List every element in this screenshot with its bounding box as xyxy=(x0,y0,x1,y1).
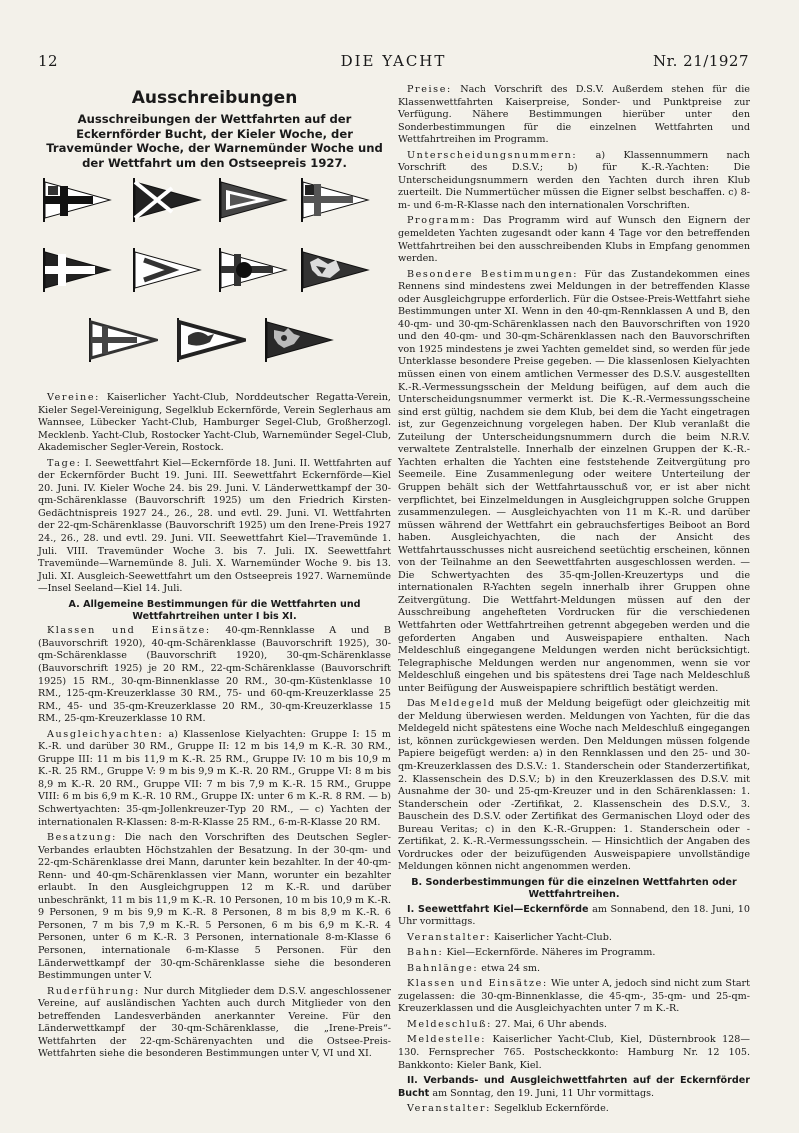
page-number: 12 xyxy=(38,52,59,70)
besatzung-paragraph xyxy=(38,832,391,983)
preise-paragraph xyxy=(398,84,750,147)
section-b-heading: B. Sonderbestimmungen für die einzelnen Wettfahrten oder Wettfahrtreihen. xyxy=(411,876,737,901)
s1-klassen-paragraph xyxy=(398,978,750,1016)
s1-veranstalter-label: Veranstalter: xyxy=(407,931,491,943)
programm-text: Das Programm wird auf Wunsch den Eignern der gemeldeten Yachten zugesandt oder kann 4 Tage vor den betreffenden Wettfahrtreihen bei den ausschreibenden Klubs in Empfang genommen werden. xyxy=(398,215,750,265)
s1-meldestelle-label: Meldestelle: xyxy=(407,1034,487,1046)
club-burgees xyxy=(38,178,391,384)
besondere-text: Für das Zustandekommen eines Rennens sind mindestens zwei Meldungen in der betreffenden Klasse oder Ausgleichgruppe erforderlich. Für die Ostsee-Preis-Wettfahrt siehe Bestimmungen unter XI. Wenn in den 40-qm-Rennklassen A und B, den 40-qm- und 30-qm-Schärenklassen nach den Bauvorschriften von 1920 und den 40-qm- und 30-qm-Schärenklassen nach den Bauvorschriften von 1925 mindestens je zwei Yachten gemeldet sind, so werden für jede Unterklasse besondere Preise gegeben. — Die klassenlosen Kielyachten müssen einen von einem amtlichen Vermesser des D.S.V. ausgestellten K.-R.-Vermessungsschein der Meldung beifügen, auf dem auch die Unterscheidungsnummer vermerkt ist. Die K.-R.-Vermessungsscheine sind erst gültig, nachdem sie dem Klub, bei dem die Yacht eingetragen ist, zur Gegenzeichnung vorgelegen haben. Der Klub veranlaßt die Zuteilung der Unterscheidungsnummern durch die beim N.R.V. verwaltete Zentralstelle. Innerhalb der einzelnen Gruppen der K.-R.-Yachten erhalten die Yachten eine feststehende Zeitvergütung pro Seemeile. Eine Zusammenlegung oder weitere Unterteilung der Gruppen behält sich der Wettfahrtausschuß vor, er ist aber nicht verpflichtet, bei Einzelmeldungen in Ausgleichgruppen solche Gruppen zusammenzulegen. — Ausgleichyachten von 11 m K.-R. und darüber müssen während der Wettfahrt ein gebrauchsfertiges Beiboot an Bord haben. Ausgleichyachten, die nach der Ansicht des Wettfahrtausschusses nicht ausreichend seetüchtig erscheinen, können von der Teilnahme an den Seewettfahrten ausgeschlossen werden. — Die Schwertyachten des 35-qm-Jollen-Kreuzertyps und die internationalen R-Yachten segeln innerhalb ihrer Gruppen ohne Zeitvergütung. Die Wettfahrt-Meldungen müssen auf den der Ausschreibung angehefteten Vordrucken für die verschiedenen Wettfahrten oder Wettfahrtreihen getrennt abgegeben werden und die geforderten Angaben und Ausweispapiere enthalten. Nach Meldeschluß eingegangene Meldungen werden nicht berücksichtigt. Telegraphische Meldungen werden nur angenommen, wenn sie vor Meldeschluß eingehen und bis spätestens drei Tage nach Meldeschluß unter Beifügung der Ausweispapiere schriftlich bestätigt werden. xyxy=(398,268,750,694)
s1-meldeschluss-label: Meldeschluß: xyxy=(407,1018,492,1030)
meldegeld-text: muß der Meldung beigefügt oder gleichzeitig mit der Meldung überwiesen werden. Meldungen von Yachten, für die das Meldegeld nicht spätestens eine Woche nach Meldeschluß eingegangen ist, können zurückgewiesen werden. Den Meldungen müssen folgende Papiere beigefügt werden: a) in den Rennklassen und den 25- und 30-qm-Kreuzerklassen des D.S.V.: 1. Standerschein oder Standerzertifikat, 2. Klassenschein des D.S.V.; b) in den Kreuzerklassen des D.S.V. mit Ausnahme der 30- und 25-qm-Kreuzer und in den Schärenklassen: 1. Standerschein oder -Zertifikat, 2. Klassenschein des D.S.V., 3. Bauschein des D.S.V. oder Zertifikat des Germanischen Lloyd oder des Bureau Veritas; c) in den K.-R.-Gruppen: 1. Standerschein oder -Zertifikat, 2. K.-R.-Vermessungsschein. — Hinsichtlich der Angaben des Vordruckes oder der beizufügenden Ausweispapiere unvollständige Meldungen können nicht angenommen werden. xyxy=(398,698,750,873)
s2-veranstalter-text: Segelklub Eckernförde. xyxy=(494,1103,609,1115)
besondere-label: Besondere Bestimmungen: xyxy=(407,268,579,280)
s1-bahn-label: Bahn: xyxy=(407,947,444,959)
s1-bahn-paragraph xyxy=(398,947,750,960)
burgee-1 xyxy=(42,178,112,222)
burgee-6 xyxy=(132,248,202,292)
ausgleich-text: a) Klassenlose Kielyachten: Gruppe I: 15 m K.-R. und darüber 30 RM., Gruppe II: 12 m bis 14,9 m K.-R. 30 RM., Gruppe III: 11 m bis 11,9 m K.-R. 25 RM., Gruppe IV: 10 m bis 10,9 m K.-R. 25 RM., Gruppe V: 9 m bis 9,9 m K.-R. 20 RM., Gruppe VI: 8 m bis 8,9 m K.-R. 20 RM., Gruppe VII: 7 m bis 7,9 m K.-R. 15 RM., Gruppe VIII: 6 m bis 6,9 m K.-R. 10 RM., Gruppe IX: unter 6 m K.-R. 8 RM. — b) Schwertyachten: 35-qm-Jollenkreuzer-Typ 20 RM., — c) Yachten der internationalen R-Klassen: 8-m-R-Klasse 25 RM., 6-m-R-Klasse 20 RM. xyxy=(38,728,391,828)
burgee-5 xyxy=(42,248,112,292)
klassen-text: 40-qm-Rennklasse A und B (Bauvorschrift 1920), 40-qm-Schärenklasse (Bauvorschrift 1925), 30-qm-Schärenklasse (Bauvorschrift 1920), 30-qm-Schärenklasse (Bauvorschrift 1925) je 20 RM., 22-qm-Schärenklasse (Bauvorschrift 1925) 15 RM., 30-qm-Binnenklasse 20 RM., 30-qm-Küstenklasse 10 RM., 125-qm-Kreuzerklasse 30 RM., 75- und 60-qm-Kreuzerklasse 25 RM., 45- und 35-qm-Kreuzerklasse 20 RM., 30-qm-Kreuzerklasse 15 RM., 25-qm-Kreuzerklasse 10 RM. xyxy=(38,625,391,725)
section-a-heading: A. Allgemeine Bestimmungen für die Wettfahrten und Wettfahrtreihen unter I bis XI. xyxy=(68,598,361,623)
klassen-paragraph xyxy=(38,625,391,725)
vereine-paragraph xyxy=(38,392,391,455)
s1-meldeschluss-text: 27. Mai, 6 Uhr abends. xyxy=(495,1018,607,1030)
article-subtitle: Ausschreibungen der Wettfahrten auf der Eckernförder Bucht, der Kieler Woche, der Travemünder Woche, der Warnemünder Woche und der Wettfahrt um den Ostseepreis 1927. xyxy=(46,112,383,170)
s2-title: II. Verbands- und Ausgleichwettfahrten auf der Eckernförder Bucht xyxy=(398,1075,750,1099)
tage-label: Tage: xyxy=(47,457,82,469)
vereine-text: Kaiserlicher Yacht-Club, Norddeutscher Regatta-Verein, Kieler Segel-Vereinigung, Segelklub Eckernförde, Verein Seglerhaus am Wannsee, Lübecker Yacht-Club, Hamburger Segel-Club, Großherzogl. Mecklenb. Yacht-Club, Rostocker Yacht-Club, Warnemünder Segel-Club, Akademischer Segler-Verein, Rostock. xyxy=(38,392,391,454)
programm-paragraph xyxy=(398,215,750,265)
preise-label: Preise: xyxy=(407,84,452,95)
ausgleich-label: Ausgleichyachten: xyxy=(47,728,164,740)
preise-text: Nach Vorschrift des D.S.V. Außerdem stehen für die Klassenwettfahrten Kaiserpreise, Sonder- und Punktpreise zur Verfügung. Nähere Bestimmungen hierüber unter den Sonderbestimmungen für die einzelnen Wettfahrten und Wettfahrtreihen im Programm. xyxy=(398,84,750,146)
vereine-label: Vereine: xyxy=(47,392,100,403)
burgee-7 xyxy=(218,248,288,292)
s1-title: I. Seewettfahrt Kiel—Eckernförde xyxy=(407,903,589,915)
besatzung-label: Besatzung: xyxy=(47,832,118,844)
issue-number: Nr. 21/1927 xyxy=(653,52,749,70)
s1-veranstalter-text: Kaiserlicher Yacht-Club. xyxy=(494,931,612,943)
burgee-9 xyxy=(88,318,158,362)
besatzung-text: Die nach den Vorschriften des Deutschen Segler-Verbandes erlaubten Höchstzahlen der Besatzung. In der 30-qm- und 22-qm-Schärenklasse drei Mann, darunter kein bezahlter. In der 40-qm-Renn- und 40-qm-Schärenklassen vier Mann, worunter ein bezahlter erlaubt. In den Ausgleichgruppen 12 m K.-R. und darüber unbeschränkt, 11 m bis 11,9 m K.-R. 10 Personen, 10 m bis 10,9 m K.-R. 9 Personen, 9 m bis 9,9 m K.-R. 8 Personen, 8 m bis 8,9 m K.-R. 6 Personen, 7 m bis 7,9 m K.-R. 5 Personen, 6 m bis 6,9 m K.-R. 4 Personen, unter 6 m K.-R. 3 Personen, internationale 8-m-Klasse 6 Personen, internationale 6-m-Klasse 5 Personen. Für den Länderwettkampf der 30-qm-Schärenklasse siehe die besonderen Bestimmungen unter V. xyxy=(38,832,391,982)
s1-meldeschluss-paragraph xyxy=(398,1019,750,1032)
s1-bahnlaenge-paragraph xyxy=(398,963,750,976)
tage-text: I. Seewettfahrt Kiel—Eckernförde 18. Juni. II. Wettfahrten auf der Eckernförder Bucht 19. Juni. III. Seewettfahrt Eckernförde—Kiel 20. Juni. IV. Kieler Woche 24. bis 29. Juni. V. Länderwettkampf der 30-qm-Schärenklasse (Bauvorschrift 1925) um den Friedrich Kirsten-Gedächtnispreis 1927 24., 26., 28. und evtl. 29. Juni. VI. Wettfahrten der 22-qm-Schärenklasse (Bauvorschrift 1925) um den Irene-Preis 1927 24., 26., 28. und evtl. 29. Juni. VII. Seewettfahrt Kiel—Travemünde 1. Juli. VIII. Travemünder Woche 3. bis 7. Juli. IX. Seewettfahrt Travemünde—Warnemünde 8. Juli. X. Warnemünder Woche 9. bis 13. Juli. XI. Ausgleich-Seewettfahrt um den Ostseepreis 1927. Warnemünde—Insel Seeland—Kiel 14. Juli. xyxy=(38,457,391,595)
s2-text: am Sonntag, den 19. Juni, 11 Uhr vormittags. xyxy=(432,1087,655,1099)
burgee-10 xyxy=(176,318,246,362)
burgee-11 xyxy=(264,318,334,362)
s1-klassen-text: Wie unter A, jedoch sind nicht zum Start zugelassen: die 30-qm-Binnenklasse, die 45-qm-, 35-qm- und 25-qm-Kreuzerklassen und die Ausgleichyachten unter 7 m K.-R. xyxy=(398,978,750,1015)
unterscheidung-label: Unterscheidungsnummern: xyxy=(407,149,578,161)
unterscheidung-text: a) Klassennummern nach Vorschrift des D.S.V.; b) für K.-R.-Yachten: Die Unterscheidungsnummern werden den Yachten durch ihren Klub zuerteilt. Die Nummertücher müssen die Eigner selbst beschaffen. c) 8-m- und 6-m-R-Klasse nach den internationalen Vorschriften. xyxy=(398,149,750,211)
unterscheidung-paragraph xyxy=(398,150,750,213)
burgee-4 xyxy=(300,178,370,222)
ausgleich-paragraph xyxy=(38,729,391,829)
tage-paragraph xyxy=(38,458,391,596)
ruder-label: Ruderführung: xyxy=(47,985,140,997)
s1-bahn-text: Kiel—Eckernförde. Näheres im Programm. xyxy=(446,947,656,959)
s1-meldestelle-paragraph xyxy=(398,1034,750,1072)
running-header xyxy=(38,52,749,70)
meldegeld-paragraph xyxy=(398,698,750,874)
s1-paragraph xyxy=(398,904,750,929)
burgee-8 xyxy=(300,248,370,292)
article-title: Ausschreibungen xyxy=(131,88,298,108)
meldegeld-pre: Das xyxy=(407,698,426,710)
besondere-paragraph xyxy=(398,269,750,696)
burgee-2 xyxy=(132,178,202,222)
magazine-title: DIE YACHT xyxy=(340,52,447,70)
s1-veranstalter-paragraph xyxy=(398,932,750,945)
programm-label: Programm: xyxy=(407,215,477,227)
ruder-paragraph xyxy=(38,986,391,1061)
s2-veranstalter-label: Veranstalter: xyxy=(407,1103,491,1115)
s1-klassen-label: Klassen und Einsätze: xyxy=(407,978,548,990)
ruder-text: Nur durch Mitglieder dem D.S.V. angeschlossener Vereine, auf ausländischen Yachten auch durch Mitglieder von den betreffenden Landesverbänden anerkannter Vereine. Für den Länderwettkampf der 30-qm-Schärenklasse, die „Irene-Preis“-Wettfahrten der 22-qm-Schärenyachten und die Ostsee-Preis-Wettfahrten siehe die besonderen Bestimmungen unter V, VI und XI. xyxy=(38,985,391,1060)
right-column xyxy=(398,84,750,1119)
s1-text: am Sonnabend, den 18. Juni, 10 Uhr vormittags. xyxy=(398,903,750,928)
s2-paragraph xyxy=(398,1075,750,1100)
s1-meldestelle-text: Kaiserlicher Yacht-Club, Kiel, Düsternbrook 128—130. Fernsprecher 765. Postscheckkonto: Hamburg Nr. 12 105. Bankkonto: Kieler Bank, Kiel. xyxy=(398,1034,750,1071)
klassen-label: Klassen und Einsätze: xyxy=(47,625,211,637)
left-column xyxy=(38,84,391,1064)
s2-veranstalter-paragraph xyxy=(398,1103,750,1116)
burgee-3 xyxy=(218,178,288,222)
s1-bahnlaenge-label: Bahnlänge: xyxy=(407,962,479,974)
s1-bahnlaenge-text: etwa 24 sm. xyxy=(481,962,541,974)
meldegeld-label: Meldegeld xyxy=(429,698,496,710)
